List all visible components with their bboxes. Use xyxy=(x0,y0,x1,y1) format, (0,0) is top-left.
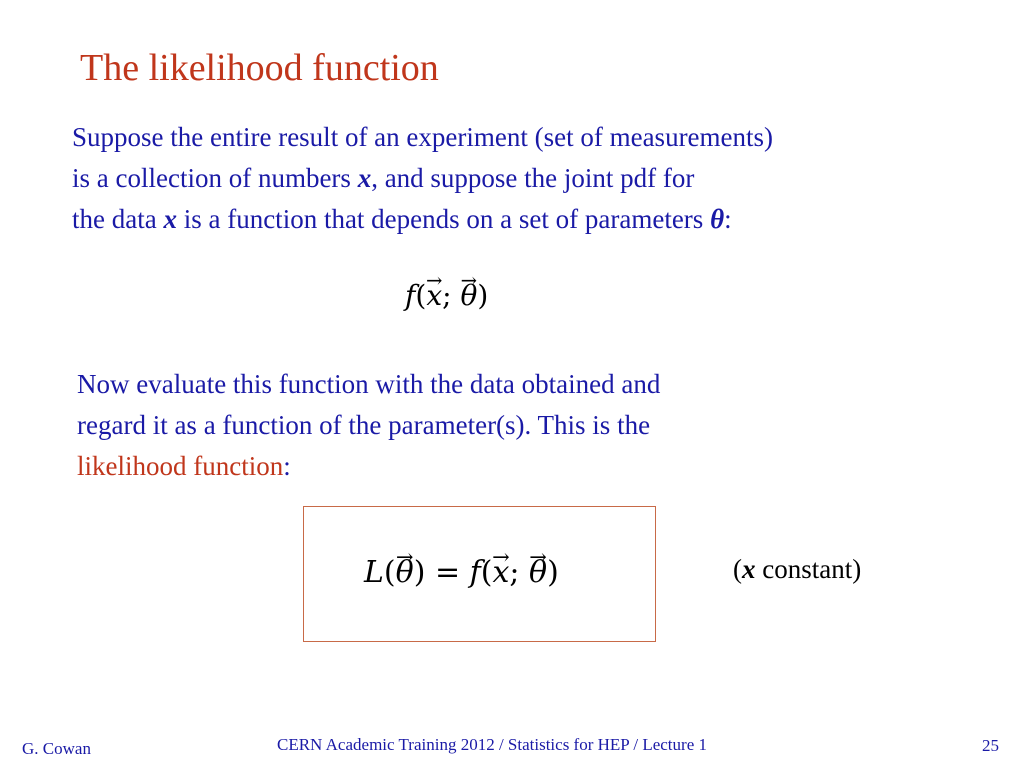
eq2-open-paren-2: ( xyxy=(480,555,493,590)
note-open-paren: ( xyxy=(733,554,742,584)
x-constant-note xyxy=(733,554,861,585)
intro-line-3 xyxy=(72,199,773,240)
likelihood-line-2 xyxy=(77,405,660,446)
likelihood-function-term: likelihood function xyxy=(77,451,284,481)
eq2-f: f xyxy=(469,555,481,590)
footer-course-info: CERN Academic Training 2012 / Statistics for HEP / Lecture 1 xyxy=(277,735,707,754)
likelihood-line-1-text: Now evaluate this function with the data obtained and xyxy=(77,369,661,399)
eq2-separator: ; xyxy=(509,555,520,590)
eq1-open-paren: ( xyxy=(415,279,427,312)
likelihood-paragraph xyxy=(77,364,660,487)
eq2-vector-x: → x xyxy=(492,553,509,593)
likelihood-equation xyxy=(364,553,559,593)
eq2-vector-theta-1: → θ xyxy=(396,553,414,593)
eq2-vector-theta-2: → θ xyxy=(529,553,547,593)
intro-line-1 xyxy=(72,117,773,158)
joint-pdf-equation xyxy=(405,276,488,316)
intro-paragraph xyxy=(72,117,773,240)
theta-symbol: θ xyxy=(710,204,725,234)
eq1-separator: ; xyxy=(442,279,452,312)
intro-line-1-text: Suppose the entire result of an experiment (set of measurements) xyxy=(72,122,774,152)
intro-line-2-text-a: is a collection of numbers xyxy=(72,163,358,193)
note-rest: constant) xyxy=(755,554,862,584)
eq2-open-paren-1: ( xyxy=(383,555,396,590)
eq2-close-paren-1: ) xyxy=(413,555,426,590)
likelihood-line-1 xyxy=(77,364,660,405)
intro-line-3-colon: : xyxy=(724,204,732,234)
intro-line-2-text-b: , and suppose the joint pdf for xyxy=(371,163,695,193)
footer-author: G. Cowan xyxy=(22,739,91,758)
eq1-vector-theta: → θ xyxy=(460,276,477,316)
likelihood-line-3-colon: : xyxy=(283,451,291,481)
note-x-symbol: x xyxy=(742,554,756,584)
eq2-close-paren-2: ) xyxy=(547,555,559,590)
data-x-symbol: x xyxy=(357,163,372,193)
eq1-close-paren: ) xyxy=(477,279,489,312)
footer-page-number: 25 xyxy=(982,736,999,755)
eq1-f: f xyxy=(405,279,416,312)
likelihood-formula-box xyxy=(303,506,656,642)
likelihood-line-2-text: regard it as a function of the parameter(s). This is the xyxy=(77,410,651,440)
eq1-vector-x: → x xyxy=(426,276,442,316)
slide-title: The likelihood function xyxy=(80,47,439,89)
likelihood-line-3 xyxy=(77,446,660,487)
data-x-symbol: x xyxy=(163,204,177,234)
intro-line-3-text-b: is a function that depends on a set of parameters xyxy=(176,204,711,234)
eq2-L: L xyxy=(364,555,384,590)
intro-line-2 xyxy=(72,158,773,199)
intro-line-3-text-a: the data xyxy=(72,204,164,234)
eq2-equals: = xyxy=(425,555,470,590)
